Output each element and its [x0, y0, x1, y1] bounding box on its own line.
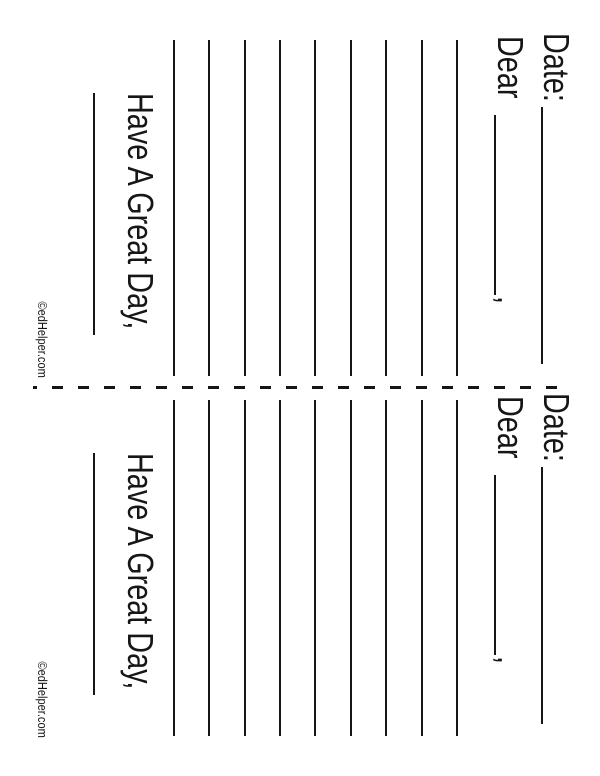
writing-line [385, 400, 387, 736]
writing-line [421, 40, 423, 376]
writing-line [279, 400, 281, 736]
closing-row [120, 93, 161, 388]
signature-blank-line [93, 453, 95, 695]
writing-line [350, 400, 352, 736]
closing-row [120, 453, 161, 748]
fold-cut-dashed-line [33, 386, 557, 389]
date-label: Date: [536, 393, 577, 462]
writing-line [244, 40, 246, 376]
signature-blank-line [93, 93, 95, 335]
writing-line [279, 40, 281, 376]
writing-line [456, 400, 458, 736]
writing-line [208, 40, 210, 376]
closing-text: Have A Great Day, [120, 453, 161, 690]
letter-card-bottom [0, 393, 600, 740]
writing-lines-block [0, 33, 600, 380]
writing-line [385, 40, 387, 376]
writing-line [173, 40, 175, 376]
writing-line [421, 400, 423, 736]
dear-label: Dear [490, 396, 531, 459]
closing-text: Have A Great Day, [120, 93, 161, 330]
writing-line [315, 40, 317, 376]
date-label: Date: [536, 33, 577, 102]
writing-line [350, 40, 352, 376]
dear-comma: , [490, 296, 531, 305]
copyright-text: ©edHelper.com [35, 301, 50, 378]
writing-line [173, 400, 175, 736]
dear-comma: , [490, 656, 531, 665]
letter-card-top [0, 33, 600, 380]
copyright-text: ©edHelper.com [35, 661, 50, 738]
writing-line [456, 40, 458, 376]
writing-lines-block [0, 393, 600, 740]
writing-line [208, 400, 210, 736]
writing-line [244, 400, 246, 736]
dear-label: Dear [490, 36, 531, 99]
writing-line [315, 400, 317, 736]
